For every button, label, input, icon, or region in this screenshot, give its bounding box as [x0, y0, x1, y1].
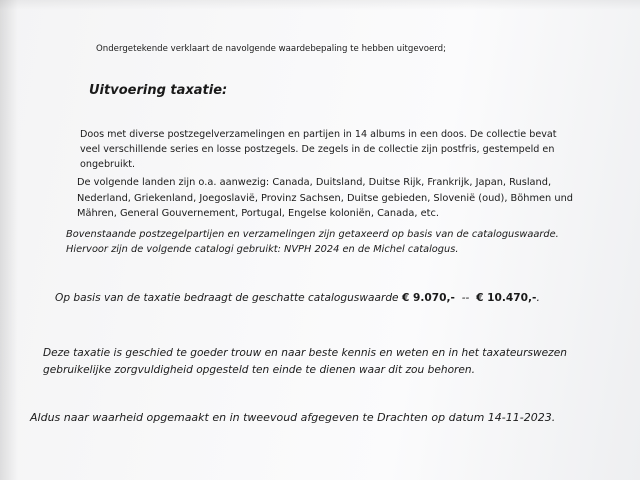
- text-line: De volgende landen zijn o.a. aanwezig: Canada, Duitsland, Duitse Rijk, Frankrijk, Japan, Rusland,: [77, 177, 552, 188]
- text-line: ongebruikt.: [80, 159, 136, 170]
- amount-low: € 9.070,-: [401, 292, 455, 304]
- text-line: Deze taxatie is geschied te goeder trouw en naar beste kennis en weten en in het taxateurswezen: [43, 347, 567, 359]
- amount-high: € 10.470,-: [476, 292, 537, 304]
- closing-statement: Aldus naar waarheid opgemaakt en in tweevoud afgegeven te Drachten op datum 14-11-2023.: [30, 411, 556, 424]
- text-line: Mähren, General Gouvernement, Portugal, Engelse koloniën, Canada, etc.: [77, 208, 439, 219]
- amount-separator: --: [454, 292, 477, 304]
- collection-description: [80, 127, 557, 172]
- text-line: Hiervoor zijn de volgende catalogi gebruikt: NVPH 2024 en de Michel catalogus.: [66, 244, 459, 255]
- valuation-prefix: Op basis van de taxatie bedraagt de geschatte cataloguswaarde: [55, 292, 402, 304]
- text-line: Doos met diverse postzegelverzamelingen en partijen in 14 albums in een doos. De collectie bevat: [80, 129, 557, 140]
- countries-list: [77, 175, 573, 222]
- text-line: Nederland, Griekenland, Joegoslavië, Provinz Sachsen, Duitse gebieden, Slovenië (oud), Böhmen und: [77, 192, 574, 204]
- section-heading: Uitvoering taxatie:: [89, 83, 228, 98]
- valuation-suffix: .: [536, 292, 540, 304]
- text-line: Bovenstaande postzegelpartijen en verzamelingen zijn getaxeerd op basis van de cataloguswaarde.: [66, 229, 559, 240]
- good-faith-statement: [43, 345, 567, 379]
- intro-line: Ondergetekende verklaart de navolgende waardebepaling te hebben uitgevoerd;: [96, 44, 446, 54]
- page-edge-shadow: [0, 0, 18, 480]
- text-line: gebruikelijke zorgvuldigheid opgesteld ten einde te dienen waar dit zou behoren.: [43, 364, 476, 376]
- catalog-basis: [66, 227, 559, 257]
- valuation-statement: [55, 292, 540, 304]
- page-top-shadow: [0, 0, 640, 10]
- text-line: veel verschillende series en losse postzegels. De zegels in de collectie zijn postfris, gestempeld en: [80, 144, 555, 155]
